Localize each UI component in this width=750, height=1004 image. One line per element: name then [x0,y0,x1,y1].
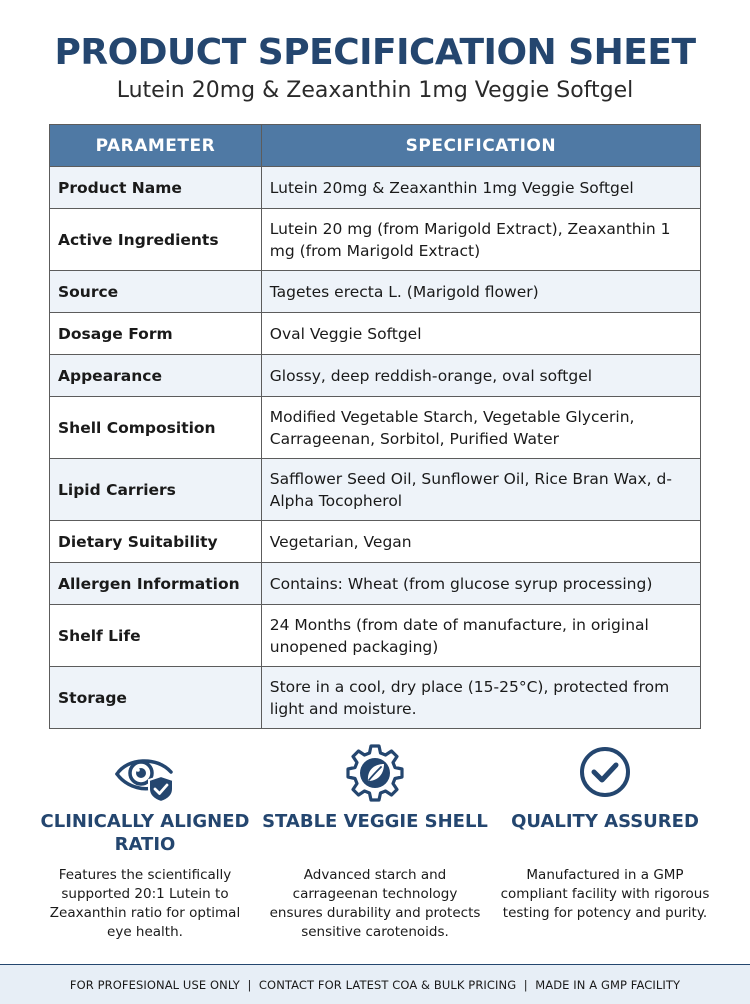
specification-cell: Glossy, deep reddish-orange, oval softgel [261,355,700,397]
parameter-cell: Storage [50,667,262,729]
spec-table [49,124,701,729]
parameter-cell: Product Name [50,167,262,209]
feature-description: Advanced starch and carrageenan technology ensures durability and protects sensitive carotenoids. [269,867,481,940]
specification-cell: Safflower Seed Oil, Sunflower Oil, Rice Bran Wax, d-Alpha Tocopherol [261,459,700,521]
eye-shield-icon [113,742,177,806]
specification-cell: Tagetes erecta L. (Marigold flower) [261,271,700,313]
table-row [50,167,701,209]
feature-title: STABLE VEGGIE SHELL [262,811,488,832]
specification-cell: Contains: Wheat (from glucose syrup processing) [261,563,700,605]
feature-stable-veggie-shell [260,742,490,942]
table-header-row [50,125,701,167]
specification-cell: Modified Vegetable Starch, Vegetable Glycerin, Carrageenan, Sorbitol, Purified Water [261,397,700,459]
footer-text: FOR PROFESIONAL USE ONLY | CONTACT FOR LATEST COA & BULK PRICING | MADE IN A GMP FACILITY [69,977,681,992]
table-row [50,313,701,355]
feature-description: Features the scientifically supported 20:1 Lutein to Zeaxanthin ratio for optimal eye health. [49,867,241,940]
footer-bar [0,964,750,1004]
feature-title: CLINICALLY ALIGNED RATIO [40,811,250,855]
feature-quality-assured [490,742,720,923]
table-row [50,563,701,605]
feature-clinically-aligned-ratio [30,742,260,942]
specification-cell: Vegetarian, Vegan [261,521,700,563]
table-row [50,605,701,667]
column-header-parameter: PARAMETER [50,125,262,167]
page-title: PRODUCT SPECIFICATION SHEET [54,32,696,73]
feature-section [30,742,720,952]
feature-title: QUALITY ASSURED [511,811,699,832]
parameter-cell: Shelf Life [50,605,262,667]
leaf-gear-icon [343,742,407,806]
parameter-cell: Appearance [50,355,262,397]
table-row [50,355,701,397]
specification-cell: Oval Veggie Softgel [261,313,700,355]
specification-cell: Lutein 20 mg (from Marigold Extract), Zeaxanthin 1 mg (from Marigold Extract) [261,209,700,271]
parameter-cell: Active Ingredients [50,209,262,271]
specification-cell: Store in a cool, dry place (15-25°C), protected from light and moisture. [261,667,700,729]
parameter-cell: Shell Composition [50,397,262,459]
parameter-cell: Lipid Carriers [50,459,262,521]
parameter-cell: Dietary Suitability [50,521,262,563]
table-row [50,667,701,729]
table-row [50,397,701,459]
specification-cell: Lutein 20mg & Zeaxanthin 1mg Veggie Softgel [261,167,700,209]
check-circle-icon [573,742,637,806]
table-row [50,209,701,271]
column-header-specification: SPECIFICATION [261,125,700,167]
table-row [50,271,701,313]
parameter-cell: Allergen Information [50,563,262,605]
page-subtitle: Lutein 20mg & Zeaxanthin 1mg Veggie Softgel [116,78,634,103]
table-row [50,459,701,521]
parameter-cell: Dosage Form [50,313,262,355]
specification-cell: 24 Months (from date of manufacture, in original unopened packaging) [261,605,700,667]
parameter-cell: Source [50,271,262,313]
feature-description: Manufactured in a GMP compliant facility with rigorous testing for potency and purity. [500,867,710,921]
table-row [50,521,701,563]
